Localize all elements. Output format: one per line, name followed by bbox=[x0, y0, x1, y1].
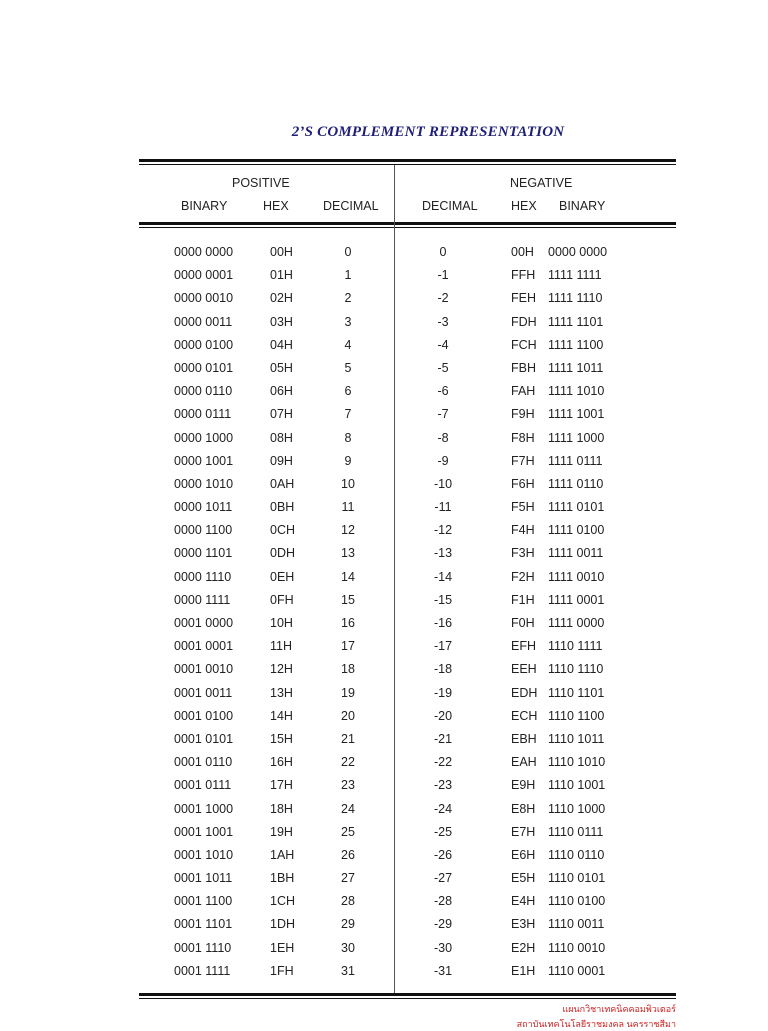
positive-decimal-cell: 17 bbox=[341, 639, 355, 654]
positive-hex-cell: 0FH bbox=[270, 592, 294, 607]
positive-decimal-cell: 8 bbox=[344, 430, 352, 445]
header-positive-hex: HEX bbox=[263, 199, 289, 213]
positive-binary-cell: 0001 1100 bbox=[174, 894, 233, 909]
positive-binary-cell: 0001 1110 bbox=[174, 940, 232, 955]
negative-binary-cell: 1110 1111 bbox=[548, 639, 603, 654]
table-row bbox=[0, 359, 768, 382]
table-row bbox=[0, 475, 768, 498]
negative-decimal-cell: -30 bbox=[433, 940, 453, 955]
negative-binary-cell: 1111 0101 bbox=[548, 500, 605, 515]
positive-binary-cell: 0000 1100 bbox=[174, 523, 233, 538]
negative-hex-cell: E7H bbox=[511, 824, 536, 839]
negative-hex-cell: EDH bbox=[511, 685, 538, 700]
negative-hex-cell: F9H bbox=[511, 407, 535, 422]
negative-hex-cell: E6H bbox=[511, 847, 536, 862]
negative-binary-cell: 1110 1011 bbox=[548, 731, 605, 746]
negative-binary-cell: 1110 0110 bbox=[548, 847, 605, 862]
negative-decimal-cell: -7 bbox=[437, 407, 449, 422]
positive-decimal-cell: 30 bbox=[341, 940, 355, 955]
table-row bbox=[0, 429, 768, 452]
table-row bbox=[0, 892, 768, 915]
negative-hex-cell: E9H bbox=[511, 778, 536, 793]
header-positive-binary: BINARY bbox=[181, 199, 228, 213]
positive-hex-cell: 06H bbox=[270, 384, 293, 399]
negative-hex-cell: F6H bbox=[511, 476, 535, 491]
negative-group-header: NEGATIVE bbox=[510, 176, 573, 190]
positive-binary-cell: 0000 1011 bbox=[174, 500, 233, 515]
positive-group-header: POSITIVE bbox=[232, 176, 290, 190]
negative-binary-cell: 1110 1001 bbox=[548, 778, 606, 793]
negative-hex-cell: F4H bbox=[511, 523, 535, 538]
positive-hex-cell: 16H bbox=[270, 755, 293, 770]
negative-hex-cell: F3H bbox=[511, 546, 535, 561]
table-row bbox=[0, 823, 768, 846]
negative-hex-cell: E8H bbox=[511, 801, 536, 816]
negative-binary-cell: 1111 0100 bbox=[548, 523, 605, 538]
header-rule bbox=[139, 222, 676, 225]
negative-hex-cell: EAH bbox=[511, 755, 537, 770]
positive-hex-cell: 1CH bbox=[270, 894, 296, 909]
positive-hex-cell: 1AH bbox=[270, 847, 295, 862]
positive-decimal-cell: 4 bbox=[344, 337, 352, 352]
table-row bbox=[0, 915, 768, 938]
negative-binary-cell: 1110 1100 bbox=[548, 708, 605, 723]
negative-decimal-cell: -4 bbox=[437, 337, 449, 352]
positive-hex-cell: 0BH bbox=[270, 500, 295, 515]
positive-hex-cell: 17H bbox=[270, 778, 293, 793]
table-row bbox=[0, 382, 768, 405]
table-row bbox=[0, 568, 768, 591]
negative-binary-cell: 1110 1010 bbox=[548, 755, 606, 770]
table-row bbox=[0, 452, 768, 475]
positive-decimal-cell: 15 bbox=[341, 592, 355, 607]
positive-binary-cell: 0000 1110 bbox=[174, 569, 232, 584]
negative-binary-cell: 1111 1001 bbox=[548, 407, 605, 422]
negative-decimal-cell: -9 bbox=[437, 453, 449, 468]
positive-hex-cell: 18H bbox=[270, 801, 293, 816]
positive-binary-cell: 0001 0001 bbox=[174, 639, 234, 654]
table-row bbox=[0, 846, 768, 869]
positive-binary-cell: 0001 0110 bbox=[174, 755, 233, 770]
negative-decimal-cell: -11 bbox=[434, 500, 452, 515]
negative-hex-cell: EEH bbox=[511, 662, 537, 677]
negative-hex-cell: E5H bbox=[511, 871, 536, 886]
negative-hex-cell: FCH bbox=[511, 337, 537, 352]
positive-binary-cell: 0001 0011 bbox=[174, 685, 233, 700]
positive-binary-cell: 0000 1010 bbox=[174, 476, 234, 491]
negative-binary-cell: 1111 1010 bbox=[548, 384, 605, 399]
positive-decimal-cell: 31 bbox=[341, 963, 355, 978]
positive-hex-cell: 11H bbox=[270, 639, 293, 654]
table-row bbox=[0, 289, 768, 312]
negative-hex-cell: EBH bbox=[511, 731, 537, 746]
header-negative-hex: HEX bbox=[511, 199, 537, 213]
table-row bbox=[0, 684, 768, 707]
negative-decimal-cell: 0 bbox=[439, 245, 447, 259]
negative-decimal-cell: -5 bbox=[437, 360, 449, 375]
positive-decimal-cell: 3 bbox=[344, 314, 352, 329]
negative-decimal-cell: -24 bbox=[433, 801, 453, 816]
positive-hex-cell: 0EH bbox=[270, 569, 295, 584]
table-row bbox=[0, 313, 768, 336]
negative-decimal-cell: -29 bbox=[433, 917, 453, 932]
positive-binary-cell: 0001 0111 bbox=[174, 778, 232, 793]
negative-binary-cell: 1111 0111 bbox=[548, 453, 603, 468]
negative-binary-cell: 1111 1000 bbox=[548, 430, 605, 445]
table-row bbox=[0, 498, 768, 521]
positive-decimal-cell: 2 bbox=[344, 291, 352, 306]
positive-decimal-cell: 26 bbox=[341, 847, 355, 862]
negative-decimal-cell: -28 bbox=[433, 894, 453, 909]
table-row bbox=[0, 660, 768, 683]
negative-decimal-cell: -20 bbox=[433, 708, 453, 723]
negative-decimal-cell: -3 bbox=[437, 314, 449, 329]
positive-hex-cell: 13H bbox=[270, 685, 293, 700]
positive-binary-cell: 0000 0011 bbox=[174, 314, 233, 329]
negative-hex-cell: F1H bbox=[511, 592, 535, 607]
positive-hex-cell: 15H bbox=[270, 731, 293, 746]
positive-binary-cell: 0000 0110 bbox=[174, 384, 233, 399]
negative-binary-cell: 1110 0100 bbox=[548, 894, 606, 909]
positive-binary-cell: 0001 1011 bbox=[174, 871, 233, 886]
table-row bbox=[0, 243, 768, 266]
positive-hex-cell: 02H bbox=[270, 291, 293, 306]
positive-hex-cell: 1DH bbox=[270, 917, 296, 932]
table-row bbox=[0, 753, 768, 776]
negative-decimal-cell: -12 bbox=[433, 523, 453, 538]
negative-hex-cell: F5H bbox=[511, 500, 535, 515]
negative-binary-cell: 1110 1110 bbox=[548, 662, 604, 677]
negative-binary-cell: 1111 0110 bbox=[548, 476, 604, 491]
negative-hex-cell: F8H bbox=[511, 430, 535, 445]
negative-binary-cell: 1111 0000 bbox=[548, 616, 605, 630]
negative-hex-cell: E3H bbox=[511, 917, 536, 932]
negative-hex-cell: ECH bbox=[511, 708, 538, 723]
negative-decimal-cell: -10 bbox=[433, 476, 453, 491]
negative-decimal-cell: -14 bbox=[433, 569, 453, 584]
negative-decimal-cell: -18 bbox=[433, 662, 453, 677]
table-row bbox=[0, 939, 768, 962]
table-bottom-rule-thin bbox=[139, 998, 676, 999]
negative-decimal-cell: -21 bbox=[433, 731, 453, 746]
table-row bbox=[0, 591, 768, 614]
positive-decimal-cell: 29 bbox=[341, 917, 355, 932]
positive-decimal-cell: 0 bbox=[344, 245, 352, 259]
positive-binary-cell: 0000 0000 bbox=[174, 245, 234, 259]
positive-decimal-cell: 7 bbox=[344, 407, 352, 422]
table-row bbox=[0, 730, 768, 753]
negative-binary-cell: 1111 1110 bbox=[548, 291, 603, 306]
positive-binary-cell: 0000 0001 bbox=[174, 268, 234, 283]
negative-hex-cell: FDH bbox=[511, 314, 537, 329]
positive-binary-cell: 0000 1000 bbox=[174, 430, 234, 445]
table-row bbox=[0, 707, 768, 730]
header-positive-decimal: DECIMAL bbox=[323, 199, 379, 213]
positive-binary-cell: 0000 1101 bbox=[174, 546, 233, 561]
negative-binary-cell: 1110 0001 bbox=[548, 963, 606, 978]
table-top-rule-thin bbox=[139, 164, 676, 165]
positive-hex-cell: 00H bbox=[270, 245, 293, 259]
negative-hex-cell: F7H bbox=[511, 453, 535, 468]
positive-binary-cell: 0001 0100 bbox=[174, 708, 234, 723]
positive-hex-cell: 1BH bbox=[270, 871, 295, 886]
table-row bbox=[0, 776, 768, 799]
table-bottom-rule bbox=[139, 993, 676, 996]
negative-decimal-cell: -8 bbox=[437, 430, 449, 445]
positive-hex-cell: 0DH bbox=[270, 546, 296, 561]
positive-binary-cell: 0000 0100 bbox=[174, 337, 234, 352]
negative-decimal-cell: -22 bbox=[433, 755, 453, 770]
positive-hex-cell: 10H bbox=[270, 616, 293, 630]
negative-decimal-cell: -17 bbox=[433, 639, 453, 654]
positive-decimal-cell: 21 bbox=[341, 731, 355, 746]
negative-hex-cell: EFH bbox=[511, 639, 536, 654]
negative-binary-cell: 0000 0000 bbox=[548, 245, 608, 259]
positive-decimal-cell: 16 bbox=[341, 616, 355, 630]
negative-binary-cell: 1111 1011 bbox=[548, 360, 604, 375]
positive-hex-cell: 1FH bbox=[270, 963, 294, 978]
table-row bbox=[0, 962, 768, 985]
negative-binary-cell: 1111 1111 bbox=[548, 268, 602, 283]
negative-hex-cell: FFH bbox=[511, 268, 536, 283]
positive-decimal-cell: 10 bbox=[341, 476, 355, 491]
negative-decimal-cell: -6 bbox=[437, 384, 449, 399]
negative-binary-cell: 1111 0011 bbox=[548, 546, 604, 561]
table-row bbox=[0, 614, 768, 637]
negative-binary-cell: 1110 0010 bbox=[548, 940, 606, 955]
table-row bbox=[0, 405, 768, 428]
positive-hex-cell: 01H bbox=[270, 268, 293, 283]
positive-decimal-cell: 28 bbox=[341, 894, 355, 909]
positive-binary-cell: 0001 1010 bbox=[174, 847, 234, 862]
positive-hex-cell: 1EH bbox=[270, 940, 295, 955]
negative-binary-cell: 1111 1100 bbox=[548, 337, 604, 352]
negative-decimal-cell: -1 bbox=[437, 268, 449, 283]
positive-hex-cell: 19H bbox=[270, 824, 293, 839]
header-negative-binary: BINARY bbox=[559, 199, 606, 213]
table-row bbox=[0, 544, 768, 567]
positive-decimal-cell: 12 bbox=[341, 523, 355, 538]
table-row bbox=[0, 800, 768, 823]
positive-hex-cell: 0AH bbox=[270, 476, 295, 491]
complement-table-body bbox=[0, 243, 768, 985]
positive-decimal-cell: 11 bbox=[341, 500, 355, 515]
positive-decimal-cell: 27 bbox=[341, 871, 355, 886]
positive-binary-cell: 0001 0000 bbox=[174, 616, 234, 630]
positive-decimal-cell: 6 bbox=[344, 384, 352, 399]
positive-binary-cell: 0000 0101 bbox=[174, 360, 234, 375]
negative-hex-cell: F2H bbox=[511, 569, 535, 584]
positive-hex-cell: 12H bbox=[270, 662, 293, 677]
positive-binary-cell: 0000 1111 bbox=[174, 592, 231, 607]
negative-binary-cell: 1110 1000 bbox=[548, 801, 606, 816]
negative-binary-cell: 1110 0101 bbox=[548, 871, 606, 886]
positive-hex-cell: 05H bbox=[270, 360, 293, 375]
table-row bbox=[0, 266, 768, 289]
positive-decimal-cell: 24 bbox=[341, 801, 355, 816]
negative-binary-cell: 1111 0010 bbox=[548, 569, 605, 584]
positive-decimal-cell: 25 bbox=[341, 824, 355, 839]
positive-binary-cell: 0000 1001 bbox=[174, 453, 234, 468]
positive-hex-cell: 0CH bbox=[270, 523, 296, 538]
negative-hex-cell: FEH bbox=[511, 291, 536, 306]
negative-hex-cell: F0H bbox=[511, 616, 535, 630]
negative-hex-cell: FAH bbox=[511, 384, 536, 399]
table-row bbox=[0, 521, 768, 544]
negative-decimal-cell: -13 bbox=[433, 546, 453, 561]
positive-hex-cell: 14H bbox=[270, 708, 293, 723]
positive-decimal-cell: 5 bbox=[344, 360, 352, 375]
negative-decimal-cell: -2 bbox=[437, 291, 449, 306]
table-row bbox=[0, 637, 768, 660]
positive-binary-cell: 0001 1101 bbox=[174, 917, 233, 932]
positive-decimal-cell: 22 bbox=[341, 755, 355, 770]
positive-binary-cell: 0001 0010 bbox=[174, 662, 234, 677]
positive-binary-cell: 0001 0101 bbox=[174, 731, 234, 746]
positive-binary-cell: 0001 1000 bbox=[174, 801, 234, 816]
positive-decimal-cell: 19 bbox=[341, 685, 355, 700]
negative-decimal-cell: -23 bbox=[433, 778, 453, 793]
page-title: 2’S COMPLEMENT REPRESENTATION bbox=[291, 124, 565, 140]
negative-binary-cell: 1110 0011 bbox=[548, 917, 605, 932]
negative-decimal-cell: -25 bbox=[433, 824, 453, 839]
negative-binary-cell: 1111 1101 bbox=[548, 314, 604, 329]
positive-decimal-cell: 18 bbox=[341, 662, 355, 677]
negative-hex-cell: 00H bbox=[511, 245, 534, 259]
positive-decimal-cell: 23 bbox=[341, 778, 355, 793]
positive-binary-cell: 0000 0111 bbox=[174, 407, 232, 422]
negative-decimal-cell: -19 bbox=[433, 685, 453, 700]
positive-hex-cell: 08H bbox=[270, 430, 293, 445]
positive-hex-cell: 07H bbox=[270, 407, 293, 422]
positive-hex-cell: 04H bbox=[270, 337, 293, 352]
header-negative-decimal: DECIMAL bbox=[422, 199, 478, 213]
positive-binary-cell: 0001 1111 bbox=[174, 963, 231, 978]
positive-decimal-cell: 1 bbox=[344, 268, 352, 283]
positive-hex-cell: 09H bbox=[270, 453, 293, 468]
footer-institute: สถาบันเทคโนโลยีราชมงคล นครราชสีมา bbox=[516, 1019, 676, 1029]
negative-binary-cell: 1111 0001 bbox=[548, 592, 605, 607]
negative-decimal-cell: -26 bbox=[433, 847, 453, 862]
negative-binary-cell: 1110 0111 bbox=[548, 824, 604, 839]
table-row bbox=[0, 869, 768, 892]
footer-department: แผนกวิชาเทคนิคคอมพิวเตอร์ bbox=[562, 1004, 676, 1014]
positive-hex-cell: 03H bbox=[270, 314, 293, 329]
positive-binary-cell: 0000 0010 bbox=[174, 291, 234, 306]
table-row bbox=[0, 336, 768, 359]
positive-decimal-cell: 14 bbox=[341, 569, 355, 584]
negative-decimal-cell: -31 bbox=[433, 963, 453, 978]
negative-decimal-cell: -16 bbox=[433, 616, 453, 630]
positive-binary-cell: 0001 1001 bbox=[174, 824, 234, 839]
positive-decimal-cell: 9 bbox=[344, 453, 352, 468]
negative-decimal-cell: -27 bbox=[433, 871, 453, 886]
negative-hex-cell: E4H bbox=[511, 894, 536, 909]
header-rule-thin bbox=[139, 227, 676, 228]
negative-decimal-cell: -15 bbox=[433, 592, 453, 607]
negative-binary-cell: 1110 1101 bbox=[548, 685, 605, 700]
negative-hex-cell: E2H bbox=[511, 940, 536, 955]
table-top-rule bbox=[139, 159, 676, 162]
negative-hex-cell: E1H bbox=[511, 963, 536, 978]
positive-decimal-cell: 20 bbox=[341, 708, 355, 723]
negative-hex-cell: FBH bbox=[511, 360, 536, 375]
positive-decimal-cell: 13 bbox=[341, 546, 355, 561]
